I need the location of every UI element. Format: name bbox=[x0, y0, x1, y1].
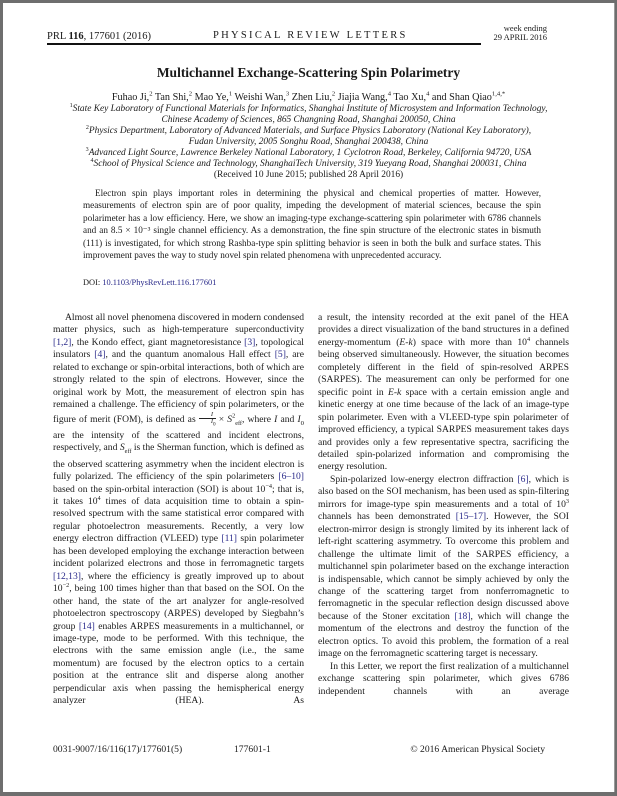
footer-copyright: © 2016 American Physical Society bbox=[410, 744, 545, 755]
document-page bbox=[3, 3, 615, 792]
week-label: week ending bbox=[503, 23, 547, 33]
citation-link[interactable]: [12,13] bbox=[53, 570, 81, 582]
citation-link[interactable]: [18] bbox=[454, 610, 471, 622]
body-column-right bbox=[318, 312, 569, 698]
journal-name: PHYSICAL REVIEW LETTERS bbox=[213, 30, 408, 41]
abstract: Electron spin plays important roles in determining the physical and chemical properties of matter. However, measurements of electron spin are of poor quality, impeding the development of material sciences, because the spin polarimeter has a low efficiency. Here, we show an imaging-type exchange-scattering spin polarimeter with 6786 channels and an 8.5 × 10⁻³ single channel efficiency. As a demonstration, the fine spin structure of the electronic states in bismuth (111) is investigated, for which strong Rashba-type spin splitting behavior is seen in both the bulk and surface states. This improvement paves the way to study novel spin related phenomena with unprecedented accuracy. bbox=[83, 188, 541, 261]
author: Jiajia Wang,$^4$ bbox=[337, 90, 392, 103]
author: and Shan Qiao$^{1,4,*}$ bbox=[431, 90, 506, 103]
body-paragraph: In this Letter, we report the first realization of a multichannel exchange scattering spin polarimeter, which gives 6786 independent channels with an average bbox=[318, 660, 569, 697]
volume-number: 116 bbox=[68, 31, 84, 42]
body-paragraph: Spin-polarized low-energy electron diffraction [6], which is also based on the SOI mechanism, has been used as spin-filtering mirrors for image-type spin measurements and a total of $10^3$ channels has been demonstrated [15–17]. However, the SOI electron-mirror design is strongly limited by its inherent lack of left-right scattering asymmetry. To overcome this problem and challenge the ultimate limit of the SARPES efficiency, a multichannel spin polarimeter based on the exchange interaction is indispensable, which cannot be simply achieved by only the change of the scattering target from nonferromagnetic to ferromagnetic in the specular reflection design discussed above because of the Stoner excitation [18], which will change the momentum of the electrons and destroy the function of the electron optics. To avoid this problem, the formation of a real image on the ferromagnetic scattering target is necessary. bbox=[318, 473, 570, 660]
affiliation-2-cont: Fudan University, 2005 Songhu Road, Shanghai 200438, China bbox=[188, 137, 429, 147]
issue-date bbox=[493, 24, 547, 42]
header-rule bbox=[47, 43, 481, 45]
doi-link[interactable]: 10.1103/PhysRevLett.116.177601 bbox=[102, 278, 217, 287]
affiliation-2: $^2$Physics Department, Laboratory of Advanced Materials, and Surface Physics Laboratory (National Key Laboratory), bbox=[85, 124, 532, 136]
author-list bbox=[3, 92, 614, 103]
author: Weishi Wan,$^3$ bbox=[234, 90, 290, 103]
citation-link[interactable]: [3] bbox=[244, 336, 256, 348]
week-date: 29 APRIL 2016 bbox=[493, 32, 547, 42]
affiliation-3: $^3$Advanced Light Source, Lawrence Berkeley National Laboratory, 1 Cyclotron Road, Berkeley, California 94720, USA bbox=[85, 146, 532, 158]
author: Fuhao Ji,$^2$ bbox=[111, 90, 153, 103]
body-paragraph: Almost all novel phenomena discovered in modern condensed matter physics, such as high-temperature superconductivity [1,2], the Kondo effect, giant magnetoresistance [3], topological insulators [4], and the quantum anomalous Hall effect [5], are related to exchange or spin-orbital interactions, both of which are strongly related to the spin of electrons. However, since the original work by Mott, the measurement of electron spin has remained a challenge. The efficiency of spin polarimeters, or the figure of merit (FOM), is defined as $\frac{I}{I_0}$ × $S^2_{eff}$, where I and $I_0$ are the intensity of the scattered and incident electrons, respectively, and $S_{eff}$ is the Sherman function, which is defined as the observed scattering asymmetry when the incident electron is fully polarized. The efficiency of the spin polarimeters [6–10] based on the spin-orbital interaction (SOI) is about $10^{-4}$; that is, it takes $10^4$ times of data acquisition time to obtain a spin-resolved spectrum with the same statistical error compared with regular photoelectron measurements. Recently, a very low energy electron diffraction (VLEED) type [11] spin polarimeter has been developed employing the exchange interaction between incident polarized electrons and those in ferromagnetic targets [12,13], where the efficiency is greatly improved up to about $10^{-2}$, being 100 times higher than that based on the SOI. On the other hand, the state of the art analyzer for angle-resolved photoelectron spectroscopy (ARPES) developed by Siegbahn’s group [14] enables ARPES measurements in a multichannel, or image-type, mode to be performed. With this technique, the electrons with the same emission angle (i.e., the same momentum) are focused by the electron optics to a certain position at the entrance slit and disperse along another perpendicular axis when passing the hemispherical energy analyzer (HEA). As bbox=[53, 312, 305, 707]
citation-link[interactable]: [14] bbox=[78, 620, 95, 632]
citation-link[interactable]: [6–10] bbox=[278, 471, 304, 483]
citation-link[interactable]: [5] bbox=[274, 349, 286, 361]
affiliation-1-cont: Chinese Academy of Sciences, 865 Changning Road, Shanghai 200050, China bbox=[161, 115, 456, 125]
affiliation-4: $^4$School of Physical Science and Technology, ShanghaiTech University, 319 Yueyang Road, Shanghai 200031, China bbox=[90, 157, 527, 169]
journal-citation bbox=[47, 31, 151, 42]
received-dates: (Received 10 June 2015; published 28 April 2016) bbox=[213, 170, 404, 180]
footer-issn: 0031-9007/16/116(17)/177601(5) bbox=[53, 744, 183, 755]
author: Mao Ye,$^1$ bbox=[194, 90, 233, 103]
body-paragraph: a result, the intensity recorded at the exit panel of the HEA provides a direct visualization of the band structures in a defined energy-momentum (E-k) space with more than $10^4$ channels being observed simultaneously. However, the situation becomes completely different in the field of spin-resolved ARPES (SARPES). The measurement can only be performed for one specific point in E-k space with a certain emission angle and kinetic energy at one time because of the lack of an image-type spin polarimeter. Even with a VLEED-type spin polarimeter of improved efficiency, a typical SARPES measurement takes days and provides only a few representative spectra, sacrificing the detailed spin-polarized information and compromising the energy resolution. bbox=[318, 312, 569, 473]
author: Tan Shi,$^2$ bbox=[154, 90, 193, 103]
doi-label: DOI: bbox=[83, 278, 101, 287]
citation-link[interactable]: [6] bbox=[517, 473, 529, 485]
citation-link[interactable]: [11] bbox=[221, 533, 238, 545]
affiliation-1: $^1$State Key Laboratory of Functional Materials for Informatics, Shanghai Institute of Microsystem and Information Technology, bbox=[69, 102, 548, 114]
author: Tao Xu,$^4$ bbox=[393, 90, 430, 103]
doi bbox=[83, 278, 216, 287]
paper-title: Multichannel Exchange-Scattering Spin Polarimetry bbox=[156, 65, 461, 80]
citation-link[interactable]: [4] bbox=[94, 349, 106, 361]
body-column-left bbox=[53, 312, 304, 708]
journal-abbrev: PRL bbox=[47, 31, 66, 42]
author: Zhen Liu,$^2$ bbox=[291, 90, 336, 103]
fom-fraction: $\frac{I}{I_0}$ bbox=[199, 412, 216, 427]
article-ref: , 177601 (2016) bbox=[83, 31, 152, 42]
citation-link[interactable]: [15–17] bbox=[455, 511, 487, 523]
citation-link[interactable]: [1,2] bbox=[53, 336, 72, 348]
footer-page-number: 177601-1 bbox=[234, 744, 271, 755]
